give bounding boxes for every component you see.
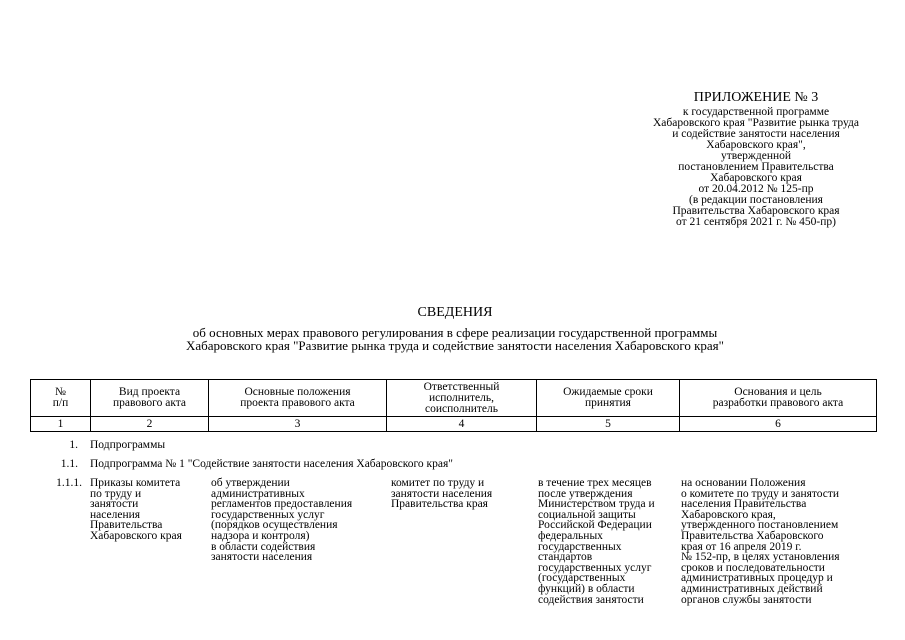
header-grounds: Основания и цель разработки правового акта [680,380,877,417]
appendix-line: (в редакции постановления [689,194,823,206]
table-header-row [31,380,877,417]
column-number: 3 [209,417,387,432]
appendix-title: ПРИЛОЖЕНИЕ № 3 [693,90,819,105]
document-title: СВЕДЕНИЯ [417,305,493,320]
column-number: 5 [537,417,680,432]
appendix-line: Хабаровского края "Развитие рынка труда [653,117,859,129]
document-subtitle-line-1: об основных мерах правового регулирования в сфере реализации государственной программы [192,325,718,340]
appendix-line: утвержденной [720,150,792,162]
column-number: 4 [387,417,537,432]
row-text: Подпрограммы [90,439,166,451]
cell-grounds: на основании Положения о комитете по труду и занятости населения Правительства Хабаровского края, утвержденного постановлением Правительства Хабаровского края от 16 апреля 2019 г. № 152-пр, в целях установления сроков и последовательности административных процедур и административных действий органов службы занятости [681,477,840,606]
measures-table [30,379,877,432]
column-number: 1 [31,417,91,432]
table-body [30,440,876,605]
cell-expected-dates: в течение трех месяцев после утверждения Министерством труда и социальной защиты Российской Федерации федеральных государственных стандартов государственных услуг (государственных функций) в области содействия занятости [538,477,655,606]
appendix-line: от 21 сентября 2021 г. № 450-пр) [675,216,836,228]
row-number: 1. [69,439,78,451]
cell-act-type: Приказы комитета по труду и занятости населения Правительства Хабаровского края [90,477,182,542]
appendix-line: к государственной программе [682,106,830,118]
table-row [30,478,876,605]
appendix-line: и содействие занятости населения [672,128,840,140]
cell-responsible: комитет по труду и занятости населения Правительства края [391,477,493,511]
cell-main-provisions: об утверждении административных регламентов предоставления государственных услуг (порядков осуществления надзора и контроля) в области содействия занятости населения [211,477,353,564]
appendix-line: Хабаровского края [710,172,802,184]
appendix-line: от 20.04.2012 № 125-пр [698,183,814,195]
document-heading [60,305,850,352]
row-number: 1.1. [60,458,78,470]
row-text: Подпрограмма № 1 "Содействие занятости населения Хабаровского края" [90,458,453,470]
table-row [30,459,876,478]
column-number-row [31,417,877,432]
document-subtitle-line-2: Хабаровского края "Развитие рынка труда и содействие занятости населения Хабаровского края" [186,338,724,353]
header-main-provisions: Основные положения проекта правового акта [209,380,387,417]
column-number: 2 [91,417,209,432]
header-expected-dates: Ожидаемые сроки принятия [537,380,680,417]
header-act-type: Вид проекта правового акта [91,380,209,417]
appendix-line: постановлением Правительства [678,161,834,173]
appendix-block [612,90,900,228]
appendix-line: Хабаровского края", [706,139,806,151]
appendix-line: Правительства Хабаровского края [672,205,840,217]
row-number: 1.1.1. [56,477,82,489]
header-number: № п/п [31,380,91,417]
table-row [30,440,876,459]
header-responsible: Ответственный исполнитель, соисполнитель [387,380,537,417]
column-number: 6 [680,417,877,432]
